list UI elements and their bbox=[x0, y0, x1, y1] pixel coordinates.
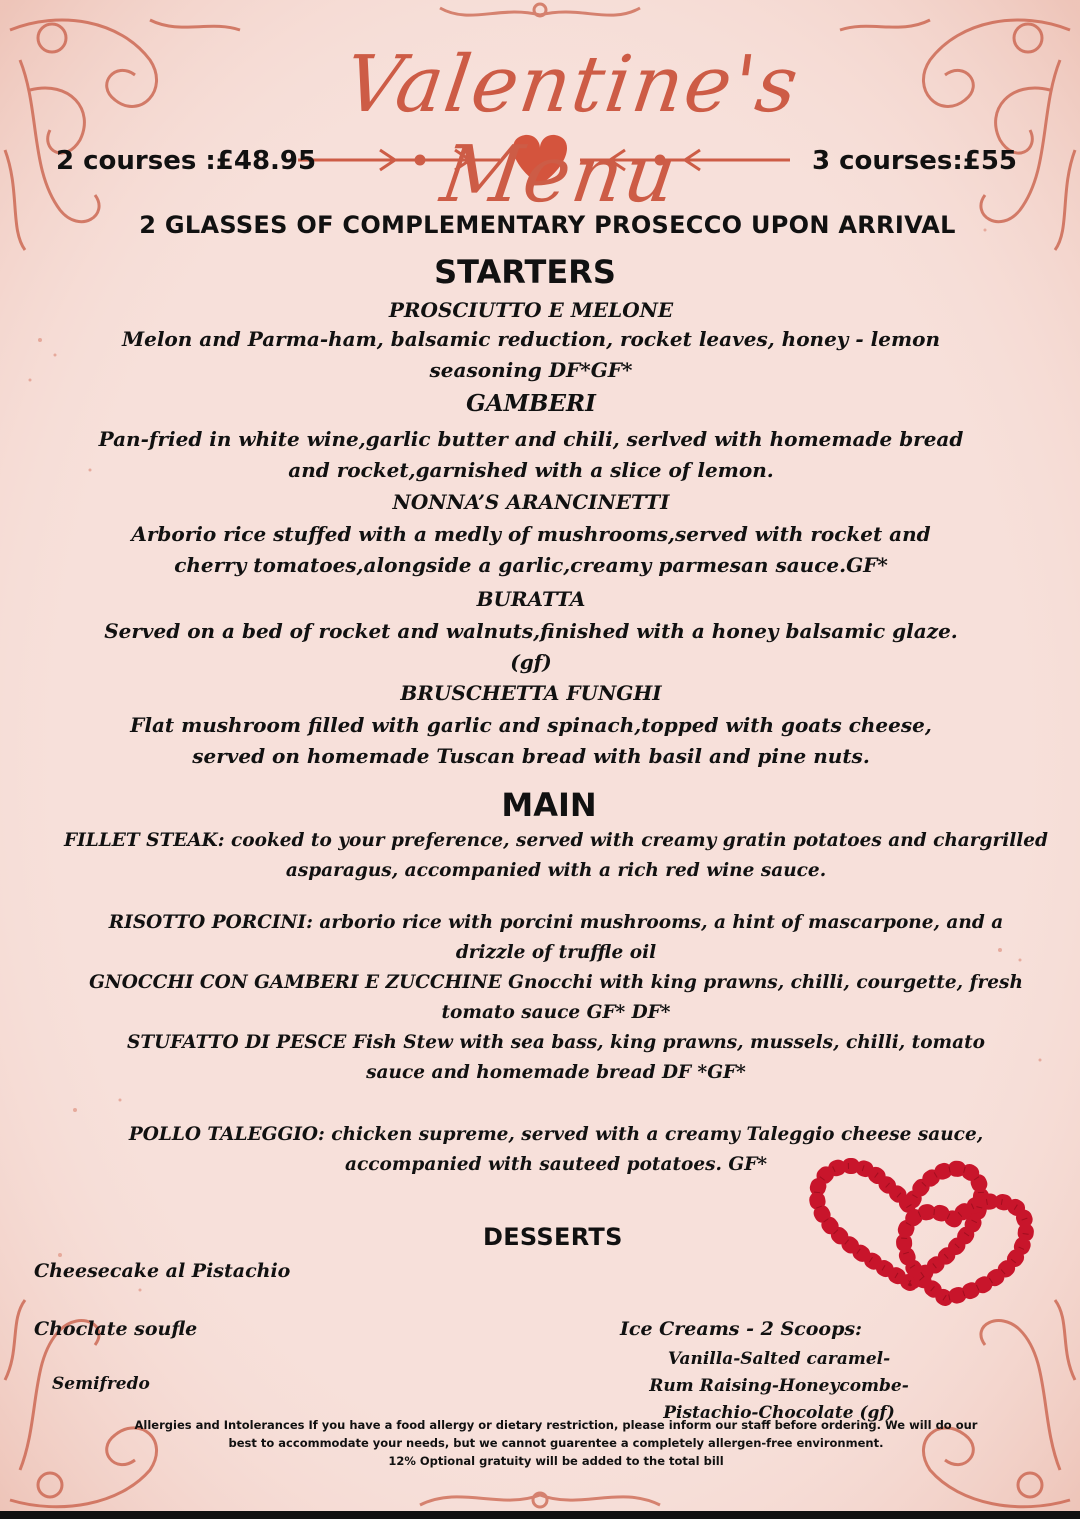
dessert-item: Semifredo bbox=[52, 1374, 150, 1394]
allergy-footer bbox=[0, 1416, 1080, 1470]
starter-description bbox=[0, 424, 1062, 486]
ice-cream-flavours bbox=[620, 1346, 938, 1427]
description-line: Served on a bed of rocket and walnuts,finished with a honey balsamic glaze. bbox=[104, 619, 958, 643]
price-three-courses: 3 courses:£55 bbox=[812, 146, 1018, 176]
starter-description bbox=[0, 519, 1062, 581]
description-line: served on homemade Tuscan bread with basil and pine nuts. bbox=[192, 744, 870, 768]
main-line: GNOCCHI CON GAMBERI E ZUCCHINE Gnocchi with king prawns, chilli, courgette, fresh bbox=[89, 972, 1023, 993]
starter-item bbox=[0, 390, 1062, 417]
dessert-item: Choclate soufle bbox=[34, 1318, 198, 1340]
starter-description bbox=[0, 616, 1062, 678]
main-course-list bbox=[0, 908, 1080, 1088]
main-line: tomato sauce GF* DF* bbox=[441, 1002, 671, 1023]
main-line: asparagus, accompanied with a rich red wine sauce. bbox=[285, 860, 827, 881]
main-heading: MAIN bbox=[501, 786, 597, 824]
starter-description bbox=[0, 324, 1062, 386]
menu-title: Valentine's Menu bbox=[339, 40, 806, 220]
main-line: sauce and homemade bread DF *GF* bbox=[366, 1062, 746, 1083]
flavour-line: Rum Raising-Honeycombe- bbox=[649, 1376, 909, 1396]
starter-name: NONNA’S ARANCINETTI bbox=[392, 490, 670, 514]
footer-line: best to accommodate your needs, but we cannot guarentee a completely allergen-free environment. bbox=[228, 1436, 884, 1450]
starter-item bbox=[0, 490, 1062, 514]
description-line: cherry tomatoes,alongside a garlic,creamy parmesan sauce.GF* bbox=[174, 553, 888, 577]
description-line: Flat mushroom filled with garlic and spinach,topped with goats cheese, bbox=[130, 713, 932, 737]
description-line: Pan-fried in white wine,garlic butter and chili, serlved with homemade bread bbox=[98, 427, 964, 451]
starter-name: GAMBERI bbox=[466, 390, 596, 417]
footer-line: Allergies and Intolerances If you have a food allergy or dietary restriction, please inform our staff before ordering. We will do our bbox=[134, 1418, 978, 1432]
starter-name: PROSCIUTTO E MELONE bbox=[388, 298, 674, 322]
ice-cream-title: Ice Creams - 2 Scoops: bbox=[620, 1318, 863, 1340]
starter-item bbox=[0, 298, 1062, 322]
starter-name: BRUSCHETTA FUNGHI bbox=[400, 681, 662, 705]
description-line: Melon and Parma-ham, balsamic reduction, rocket leaves, honey - lemon bbox=[121, 327, 941, 351]
prosecco-note: 2 GLASSES OF COMPLEMENTARY PROSECCO UPON ARRIVAL bbox=[139, 211, 956, 239]
description-line: Arborio rice stuffed with a medly of mushrooms,served with rocket and bbox=[131, 522, 931, 546]
description-line: and rocket,garnished with a slice of lemon. bbox=[288, 458, 774, 482]
main-line: drizzle of truffle oil bbox=[455, 942, 657, 963]
main-line: accompanied with sauteed potatoes. GF* bbox=[344, 1154, 768, 1175]
starter-name: BURATTA bbox=[476, 587, 586, 611]
footer-line: 12% Optional gratuity will be added to the total bill bbox=[388, 1454, 724, 1468]
desserts-heading: DESSERTS bbox=[483, 1223, 623, 1251]
flavour-line: Vanilla-Salted caramel- bbox=[667, 1349, 891, 1369]
description-line: (gf) bbox=[510, 650, 552, 674]
starters-heading: STARTERS bbox=[434, 253, 616, 291]
starter-item bbox=[0, 681, 1062, 705]
main-line: STUFATTO DI PESCE Fish Stew with sea bass, king prawns, mussels, chilli, tomato bbox=[126, 1032, 985, 1053]
main-course-list bbox=[0, 826, 1080, 886]
main-line: RISOTTO PORCINI: arborio rice with porcini mushrooms, a hint of mascarpone, and a bbox=[108, 912, 1004, 933]
main-course-list bbox=[0, 1120, 1080, 1180]
starter-description bbox=[0, 710, 1062, 772]
flavour-line: Pistachio-Chocolate (gf) bbox=[663, 1403, 895, 1423]
main-line: POLLO TALEGGIO: chicken supreme, served with a creamy Taleggio cheese sauce, bbox=[128, 1124, 984, 1145]
bottom-edge bbox=[0, 1511, 1080, 1519]
main-line: FILLET STEAK: cooked to your preference, served with creamy gratin potatoes and chargrilled bbox=[63, 830, 1048, 851]
description-line: seasoning DF*GF* bbox=[429, 358, 633, 382]
price-two-courses: 2 courses :£48.95 bbox=[56, 146, 317, 176]
starter-item bbox=[0, 587, 1062, 611]
dessert-item: Cheesecake al Pistachio bbox=[34, 1260, 291, 1282]
